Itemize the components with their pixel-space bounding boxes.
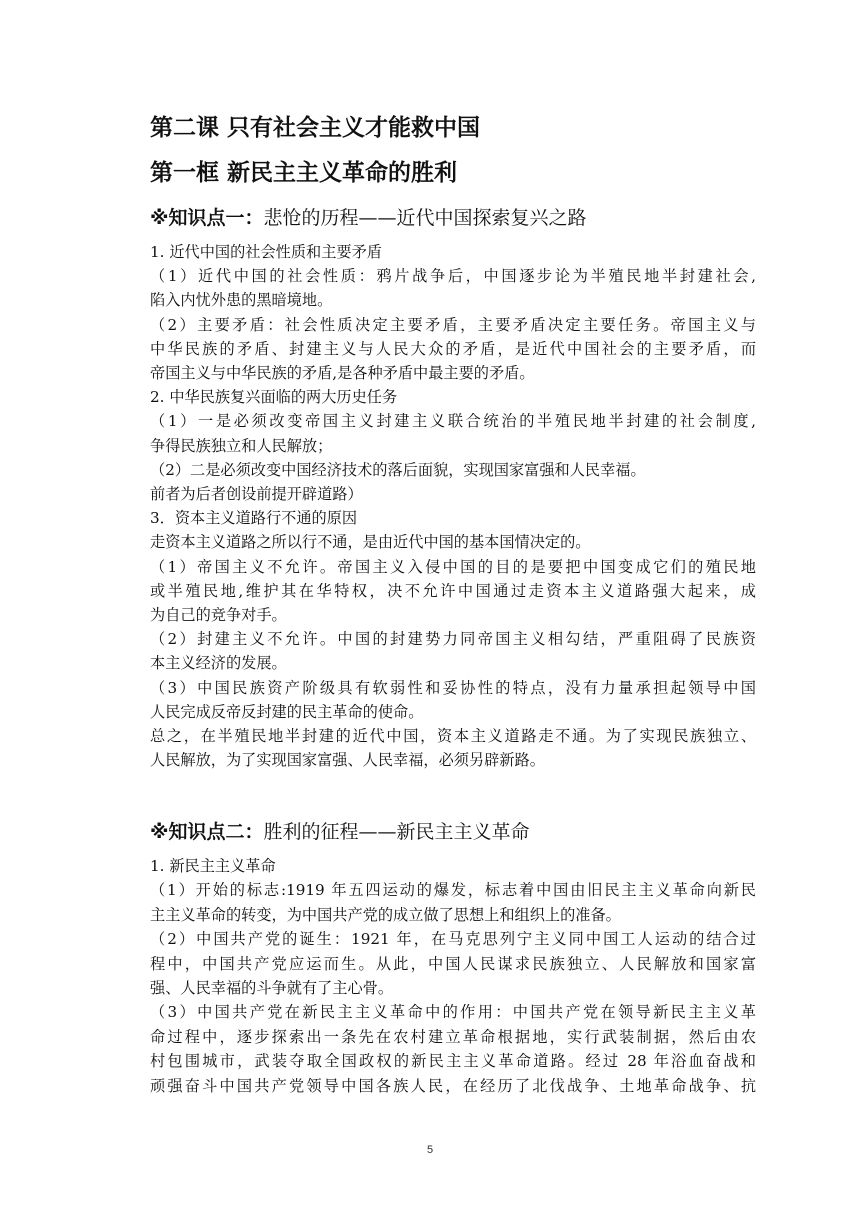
text-line: （1）帝国主义不允许。帝国主义入侵中国的目的是要把中国变成它们的殖民地 <box>150 557 756 576</box>
text-line: 前者为后者创设前提开辟道路） <box>150 485 363 503</box>
text-line: （2）中国共产党的诞生：1921 年，在马克思列宁主义同中国工人运动的结合过 <box>150 930 756 949</box>
text-line: （1）开始的标志:1919 年五四运动的爆发，标志着中国由旧民主主义革命向新民 <box>150 881 756 900</box>
text-line: 或半殖民地,维护其在华特权，决不允许中国通过走资本主义道路强大起来，成 <box>150 581 756 600</box>
text-line: 强、人民幸福的斗争就有了主心骨。 <box>150 979 393 997</box>
text-line: 主主义革命的转变，为中国共产党的成立做了思想上和组织上的准备。 <box>150 905 621 924</box>
text-line: 总之，在半殖民地半封建的近代中国，资本主义道路走不通。为了实现民族独立、 <box>150 727 756 745</box>
text-line: （3）中国民族资产阶级具有软弱性和妥协性的特点，没有力量承担起领导中国 <box>150 678 756 697</box>
text-line: 程中，中国共产党应运而生。从此，中国人民谋求民族独立、人民解放和国家富 <box>150 954 756 973</box>
text-line: 陷入内忧外患的黑暗境地。 <box>150 291 333 310</box>
text-line: 2. 中华民族复兴面临的两大历史任务 <box>150 388 398 407</box>
text-line: （1）一是必须改变帝国主义封建主义联合统治的半殖民地半封建的社会制度, <box>150 412 756 431</box>
knowledge-point-1-text: 悲怆的历程——近代中国探索复兴之路 <box>263 207 587 229</box>
text-line: （3）中国共产党在新民主主义革命中的作用：中国共产党在领导新民主主义革 <box>150 1003 756 1022</box>
text-line: 争得民族独立和人民解放； <box>150 436 333 455</box>
text-line: 为自己的竞争对手。 <box>150 606 287 624</box>
knowledge-point-2-lead: ※知识点二： <box>150 821 264 843</box>
text-line: 人民解放，为了实现国家富强、人民幸福，必须另辟新路。 <box>150 751 545 770</box>
knowledge-point-2-heading <box>150 818 530 846</box>
text-line: 本主义经济的发展。 <box>150 654 287 673</box>
text-line: 人民完成反帝反封建的民主革命的使命。 <box>150 702 424 721</box>
text-line: 中华民族的矛盾、封建主义与人民大众的矛盾，是近代中国社会的主要矛盾，而 <box>150 339 756 358</box>
text-line: 走资本主义道路之所以行不通，是由近代中国的基本国情决定的。 <box>150 533 591 552</box>
knowledge-point-2-text: 胜利的征程——新民主主义革命 <box>263 821 530 843</box>
text-line: 1. 近代中国的社会性质和主要矛盾 <box>150 243 382 261</box>
text-line: （2）封建主义不允许。中国的封建势力同帝国主义相勾结，严重阻碍了民族资 <box>150 630 756 649</box>
text-line: 顽强奋斗中国共产党领导中国各族人民，在经历了北伐战争、土地革命战争、抗 <box>150 1076 756 1095</box>
knowledge-point-1-heading <box>150 204 587 232</box>
text-line: （2）主要矛盾：社会性质决定主要矛盾，主要矛盾决定主要任务。帝国主义与 <box>150 315 756 334</box>
section-title: 第一框 新民主主义革命的胜利 <box>150 160 458 186</box>
text-line: 1. 新民主主义革命 <box>150 857 276 875</box>
text-line: 3．资本主义道路行不通的原因 <box>150 509 358 528</box>
text-line: 帝国主义与中华民族的矛盾,是各种矛盾中最主要的矛盾。 <box>150 364 535 382</box>
text-line: （2）二是必须改变中国经济技术的落后面貌，实现国家富强和人民幸福。 <box>150 460 646 479</box>
page-number: 5 <box>426 1144 434 1156</box>
text-line: 村包围城市，武装夺取全国政权的新民主主义革命道路。经过 28 年浴血奋战和 <box>150 1052 756 1071</box>
lesson-title: 第二课 只有社会主义才能救中国 <box>150 115 481 141</box>
text-line: 命过程中，逐步探索出一条先在农村建立革命根据地，实行武装制据，然后由农 <box>150 1027 756 1046</box>
text-line: （1）近代中国的社会性质：鸦片战争后，中国逐步论为半殖民地半封建社会, <box>150 267 756 286</box>
knowledge-point-1-lead: ※知识点一： <box>150 207 264 229</box>
